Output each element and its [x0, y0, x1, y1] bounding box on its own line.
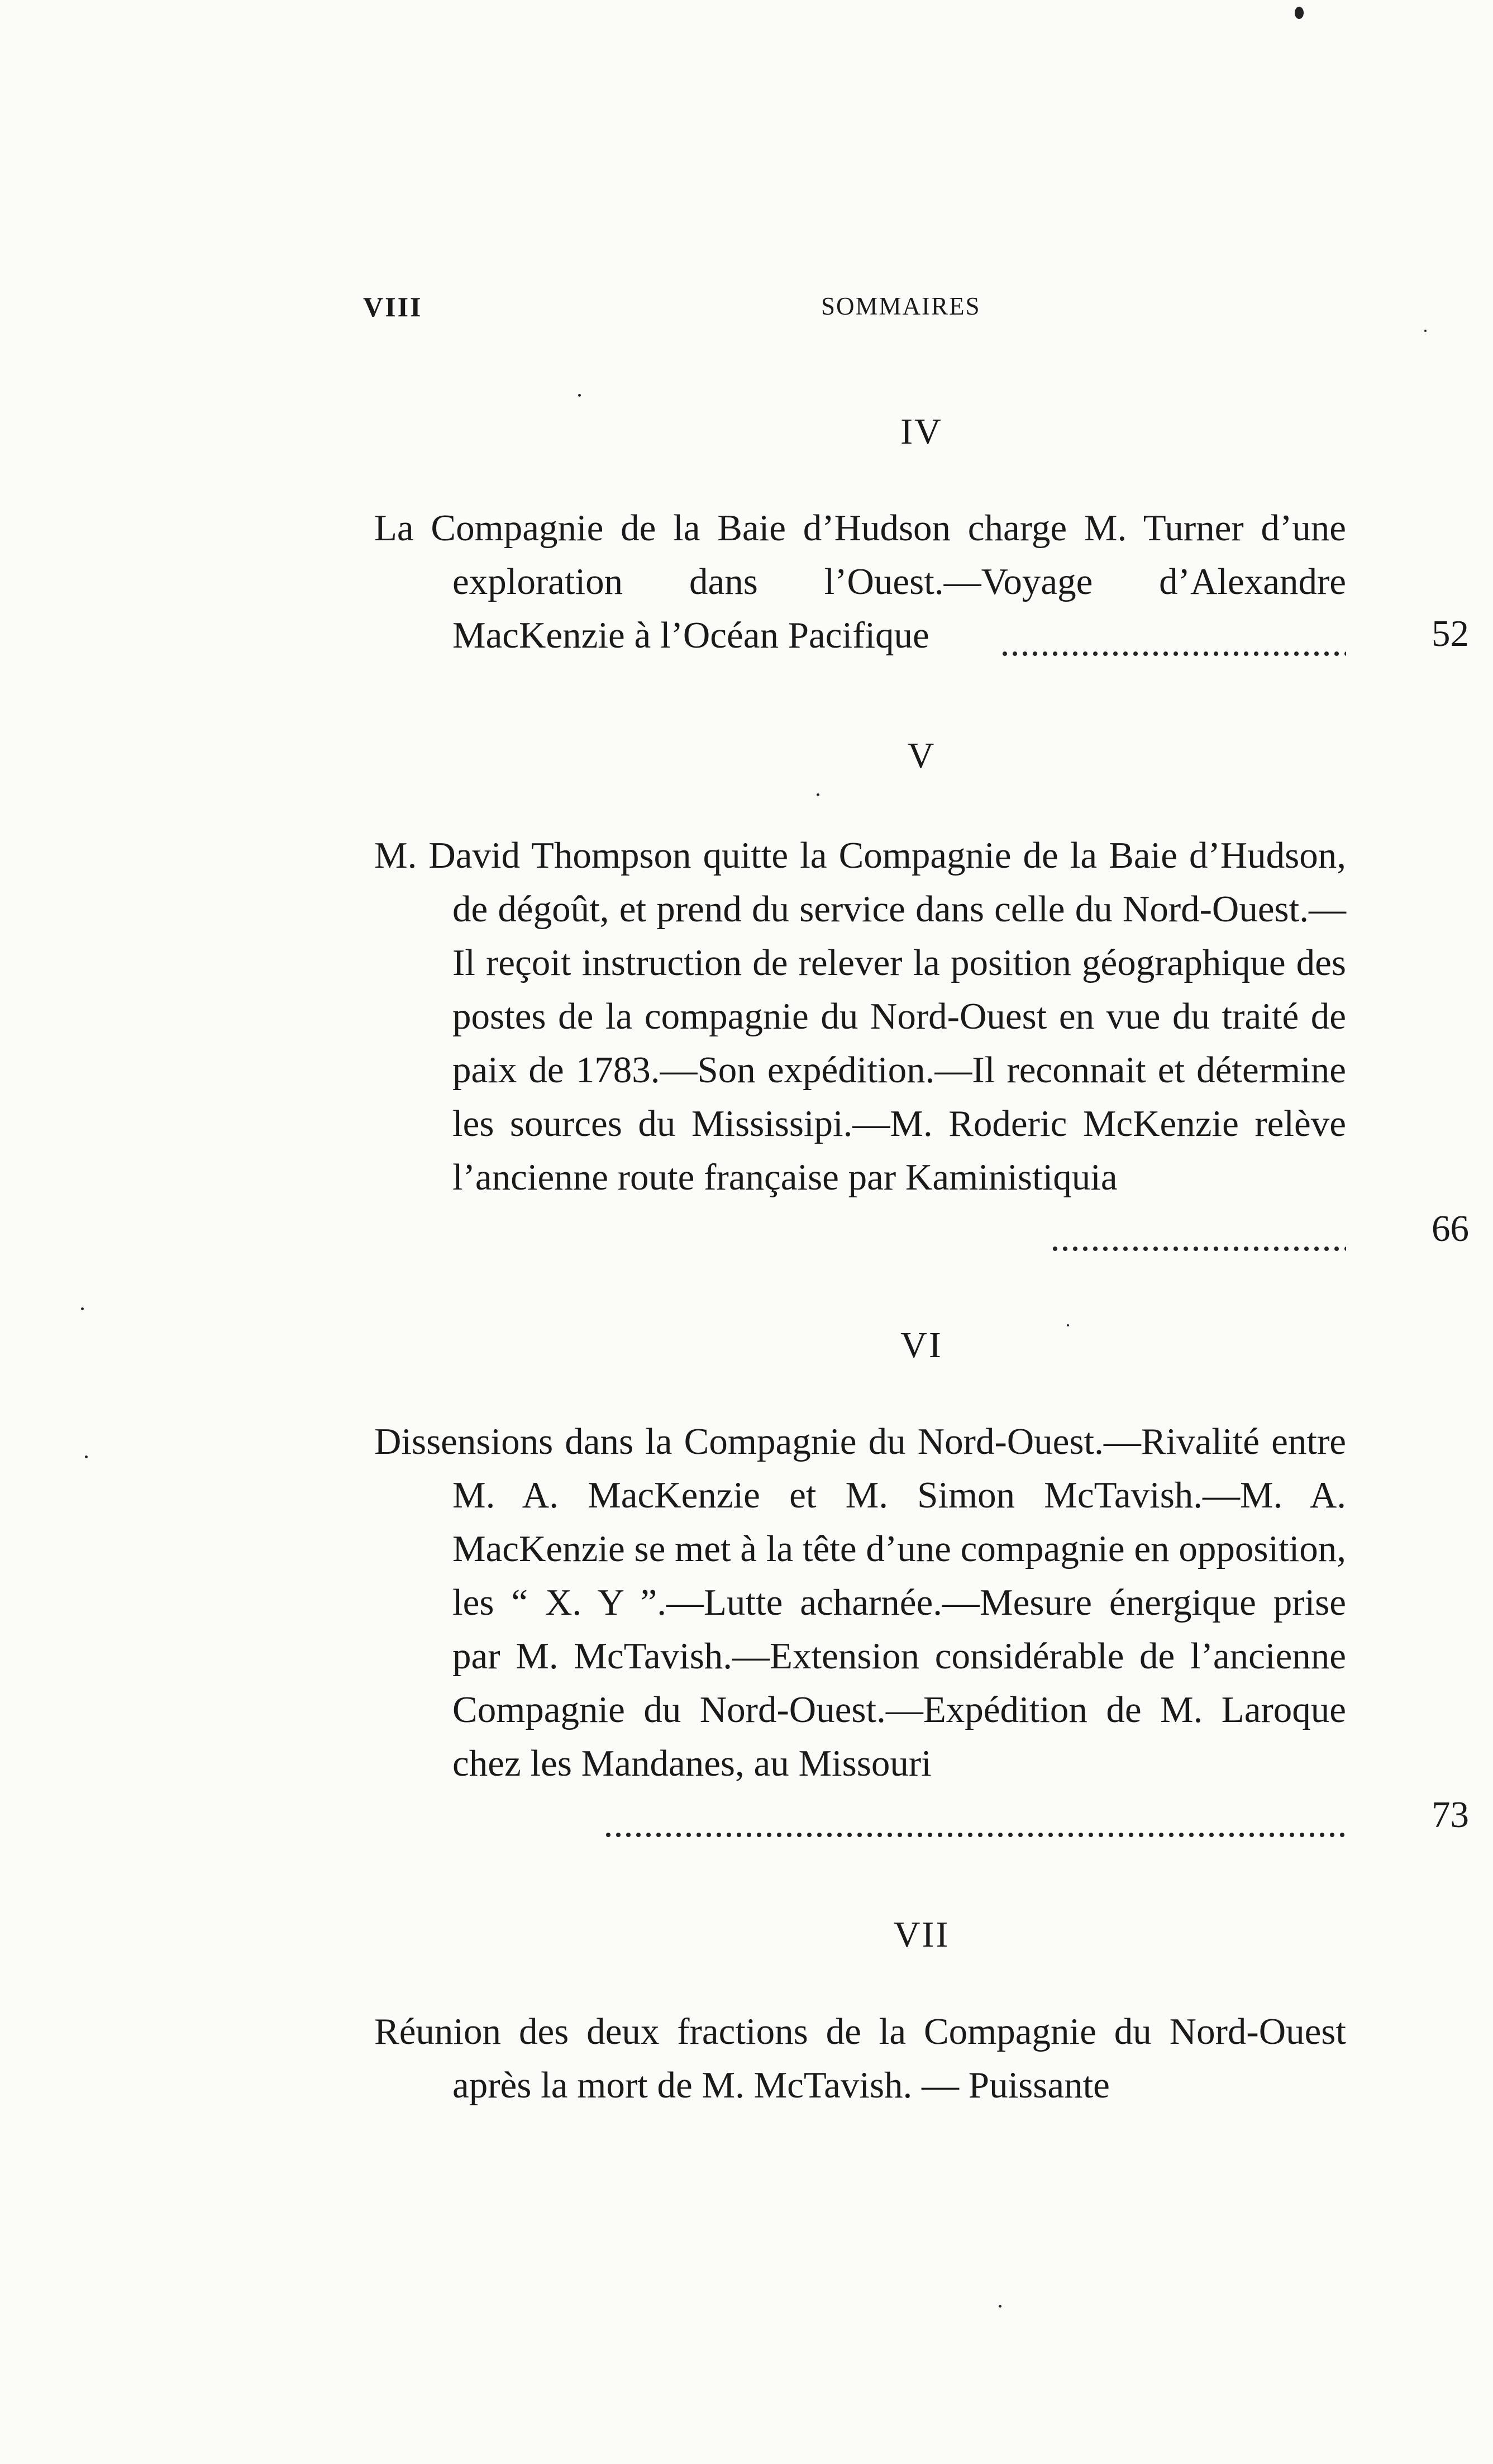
scan-speck: [1295, 7, 1304, 19]
scan-speck: [578, 394, 581, 397]
scan-speck: [817, 793, 819, 796]
section-numeral: VI: [900, 1325, 943, 1366]
dot-leader: [1000, 650, 1346, 658]
scan-speck: [81, 1307, 84, 1310]
scan-speck: [1424, 330, 1427, 332]
summary-text: La Compagnie de la Baie d’Hudson charge M. Turner d’une exploration dans l’Ouest.—Voyage d’Alexandre MacKenzie à l’Océan Pacifique: [374, 507, 1346, 656]
section-numeral: VII: [893, 1914, 950, 1955]
dot-leader: [1050, 1245, 1346, 1253]
page-reference: 52: [1432, 613, 1469, 654]
summary-text: Dissensions dans la Compagnie du Nord-Ouest.—Rivalité entre M. A. MacKenzie et M. Simon McTavish.—M. A. MacKenzie se met à la tête d’une compagnie en opposition, les “ X. Y ”.—Lutte acharnée.—Mesure énergique prise par M. McTavish.—Extension considérable de l’ancienne Compagnie du Nord-Ouest.—Expédition de M. Laroque chez les Mandanes, au Missouri: [374, 1421, 1346, 1784]
page-number: VIII: [363, 291, 423, 322]
section-numeral: IV: [900, 411, 943, 452]
summary-text: M. David Thompson quitte la Compagnie de la Baie d’Hudson, de dégoût, et prend du service dans celle du Nord-Ouest.—Il reçoit instruction de relever la position géographique des postes de la compagnie du Nord-Ouest en vue du traité de paix de 1783.—Son expédition.—Il reconnait et détermine les sources du Mississipi.—M. Roderic McKenzie relève l’ancienne route française par Kaministiquia: [374, 835, 1346, 1198]
running-head: SOMMAIRES: [821, 292, 981, 320]
scan-speck: [999, 2305, 1001, 2308]
summary-text: Réunion des deux fractions de la Compagnie du Nord-Ouest après la mort de M. McTavish. — Puissante: [374, 2011, 1346, 2106]
page-reference: 73: [1432, 1794, 1469, 1835]
section-numeral: V: [907, 735, 936, 776]
scan-speck: [1067, 1324, 1069, 1326]
scan-speck: [85, 1455, 88, 1458]
dot-leader: [603, 1831, 1346, 1839]
page-reference: 66: [1432, 1208, 1469, 1249]
